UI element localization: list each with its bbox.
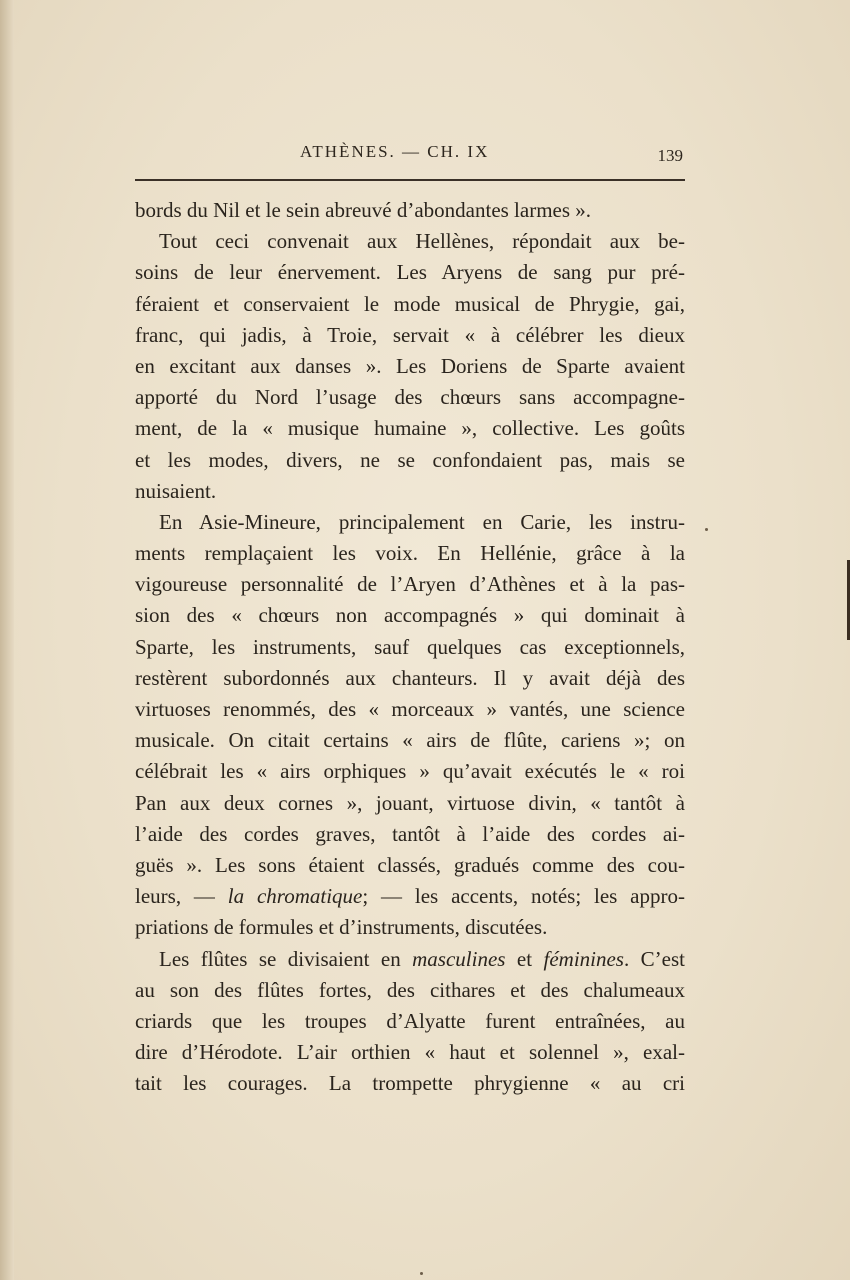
text-line: célébrait les « airs orphiques » qu’avait exécutés le « roi	[135, 759, 685, 784]
text-line: musicale. On citait certains « airs de flûte, cariens »; on	[135, 728, 685, 753]
body-text	[135, 195, 685, 1099]
text-line: nuisaient.	[135, 478, 217, 503]
running-head	[135, 140, 685, 170]
text-fragment: leurs, —	[135, 884, 228, 909]
paper-speck	[420, 1272, 423, 1275]
text-line: en excitant aux danses ». Les Doriens de Sparte avaient	[135, 353, 685, 378]
text-fragment: . C’est	[623, 946, 685, 971]
text-line: ments remplaçaient les voix. En Hellénie, grâce à la	[135, 541, 685, 566]
text-fragment: ; — les accents, notés; les appro-	[362, 884, 685, 909]
text-line: au son des flûtes fortes, des cithares et des chalumeaux	[135, 977, 685, 1002]
text-line: Tout ceci convenait aux Hellènes, répondait aux be-	[159, 229, 685, 254]
italic-term: la chromatique	[227, 884, 363, 909]
italic-term: masculines	[412, 946, 506, 971]
text-line: vigoureuse personnalité de l’Aryen d’Athènes et à la pas-	[135, 572, 685, 597]
text-line: dire d’Hérodote. L’air orthien « haut et solennel », exal-	[135, 1040, 685, 1065]
text-line: virtuoses renommés, des « morceaux » vantés, une science	[135, 697, 685, 721]
text-line: En Asie-Mineure, principalement en Carie, les instru-	[159, 509, 685, 534]
text-line: Sparte, les instruments, sauf quelques cas exceptionnels,	[135, 634, 685, 659]
text-fragment: Les flûtes se divisaient en	[159, 946, 413, 971]
page-left-edge	[0, 0, 14, 1280]
text-line: et les modes, divers, ne se confondaient pas, mais se	[135, 447, 685, 472]
text-line: franc, qui jadis, à Troie, servait « à célébrer les dieux	[135, 322, 685, 347]
text-line: priations de formules et d’instruments, discutées.	[135, 915, 548, 940]
page-number: 139	[657, 146, 683, 165]
text-line: ment, de la « musique humaine », collective. Les goûts	[135, 416, 685, 441]
text-line: féraient et conservaient le mode musical de Phrygie, gai,	[135, 291, 685, 316]
text-line: bords du Nil et le sein abreuvé d’abondantes larmes ».	[135, 198, 592, 222]
text-line: sion des « chœurs non accompagnés » qui dominait à	[135, 603, 685, 628]
header-rule	[135, 179, 685, 181]
text-line: tait les courages. La trompette phrygienne « au cri	[135, 1071, 685, 1096]
text-line: restèrent subordonnés aux chanteurs. Il y avait déjà des	[135, 665, 685, 690]
text-line-with-italic	[135, 944, 685, 975]
running-head-title: ATHÈNES. — CH. IX	[300, 142, 490, 161]
paper-speck	[705, 528, 708, 531]
text-line: l’aide des cordes graves, tantôt à l’aide des cordes ai-	[135, 821, 685, 846]
text-fragment: et	[505, 946, 544, 971]
text-line: criards que les troupes d’Alyatte furent entraînées, au	[135, 1008, 685, 1033]
text-line: guës ». Les sons étaient classés, gradués comme des cou-	[135, 852, 685, 877]
text-line-with-italic	[135, 881, 685, 912]
text-line: soins de leur énervement. Les Aryens de sang pur pré-	[135, 260, 685, 285]
text-line: Pan aux deux cornes », jouant, virtuose divin, « tantôt à	[135, 790, 685, 815]
text-line: apporté du Nord l’usage des chœurs sans accompagne-	[135, 385, 685, 410]
italic-term: féminines	[543, 946, 624, 971]
